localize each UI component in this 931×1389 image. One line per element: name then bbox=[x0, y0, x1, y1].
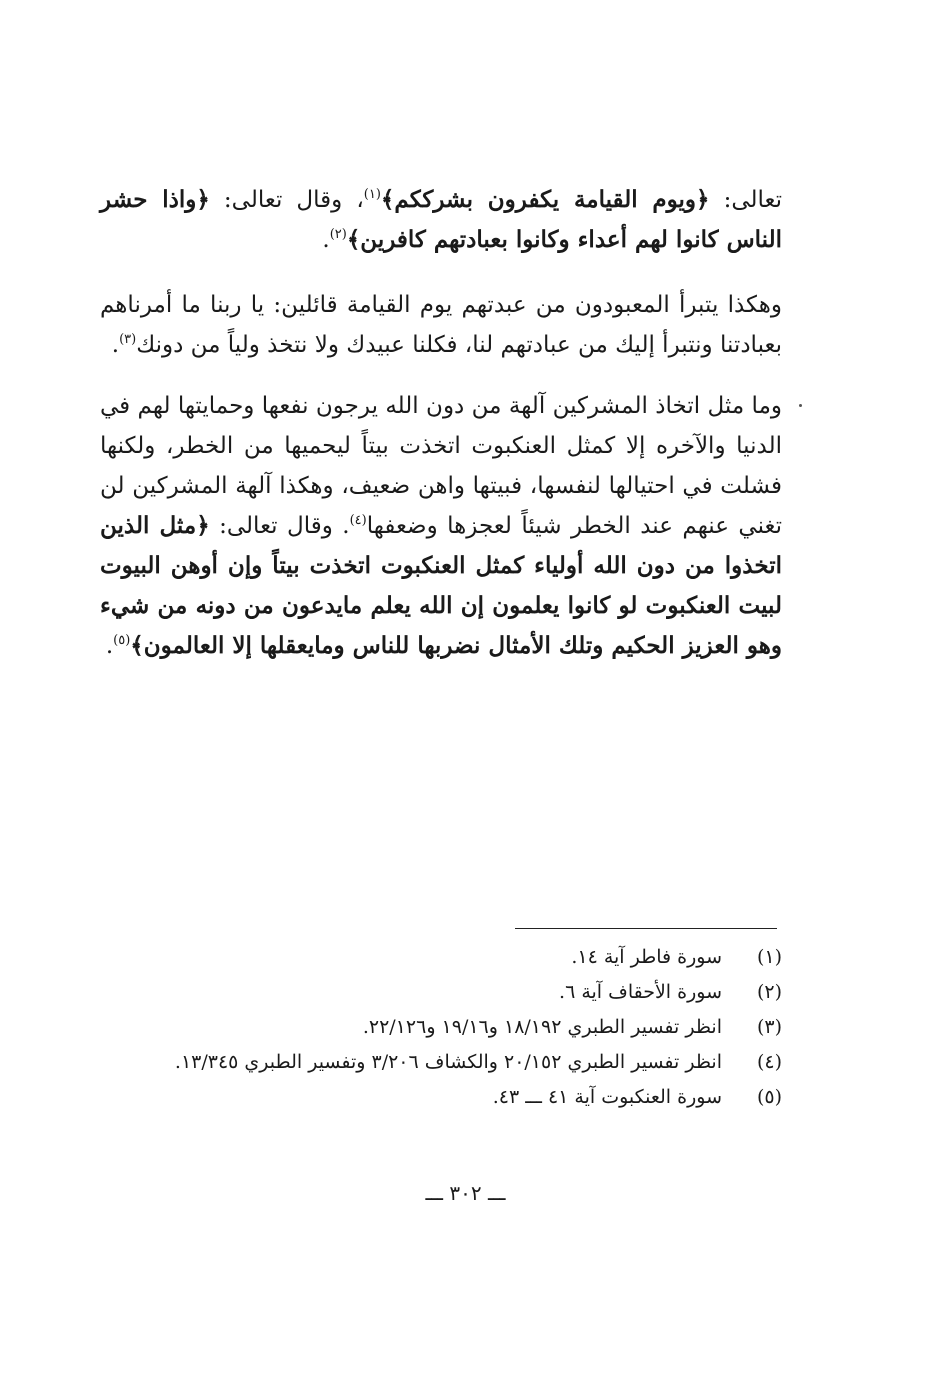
paragraph-3-connector: . وقال تعالى: bbox=[209, 513, 350, 539]
quran-quote-1: ﴿ويوم القيامة يكفرون بشرككم﴾ bbox=[380, 186, 710, 213]
footnote-ref-4[interactable]: (٤) bbox=[349, 513, 367, 528]
paragraph-1-lead: تعالى: bbox=[709, 187, 783, 213]
footnote-divider bbox=[515, 928, 777, 929]
footnote-number: (١) bbox=[756, 946, 782, 968]
page-number: ـــ ٣٠٢ ـــ bbox=[425, 1181, 506, 1205]
footnote-item bbox=[110, 1045, 782, 1080]
footnote-number: (٥) bbox=[756, 1086, 782, 1108]
footnote-ref-2[interactable]: (٢) bbox=[329, 227, 347, 242]
footnotes-list bbox=[110, 940, 782, 1115]
paragraph-3-text: وما مثل اتخاذ المشركين آلهة من دون الله يرجون نفعها وحمايتها لهم في الدنيا والآخره إلا كمثل العنكبوت اتخذت بيتاً ليحميها من الخطر، ولكنها فشلت في احتيالها لنفسها، فبيتها واهن ضعيف، وهكذا آلهة المشركين لن تغني عنهم عند الخطر شيئاً لعجزها وضعفها bbox=[100, 393, 783, 539]
footnote-number: (٤) bbox=[756, 1051, 782, 1073]
paragraph-2-end: . bbox=[111, 332, 120, 358]
footnote-number: (٣) bbox=[756, 1016, 782, 1038]
footnote-ref-3[interactable]: (٣) bbox=[119, 332, 137, 347]
paragraph-1-end: . bbox=[322, 227, 330, 253]
footnote-number: (٢) bbox=[756, 981, 782, 1003]
footnote-text: انظر تفسير الطبري ١٨/١٩٢ و١٩/١٦ و٢٢/١٢٦. bbox=[362, 1016, 722, 1038]
footnote-item bbox=[110, 975, 782, 1010]
footnote-text: سورة العنكبوت آية ٤١ ـــ ٤٣. bbox=[492, 1086, 722, 1108]
paragraph-2-text: وهكذا يتبرأ المعبودون من عبدتهم يوم القيامة قائلين: يا ربنا ما أمرناهم بعبادتنا ونتبرأ إليك من عبادتهم لنا، فكلنا عبيدك ولا نتخذ ولياً من دونك bbox=[100, 292, 782, 358]
footnote-ref-1[interactable]: (١) bbox=[363, 187, 381, 202]
quran-quote-3: ﴿مثل الذين اتخذوا من دون الله أولياء كمثل العنكبوت اتخذت بيتاً وإن أوهن البيوت لبيت العنكبوت لو كانوا يعلمون إن الله يعلم مايدعون من دونه من شيء وهو العزيز الحكيم وتلك الأمثال نضربها للناس ومايعقلها إلا العالمون﴾ bbox=[100, 512, 782, 659]
quran-quote-2: ﴿واذا حشر الناس كانوا لهم أعداء وكانوا بعبادتهم كافرين﴾ bbox=[100, 186, 782, 253]
footnote-item bbox=[110, 1010, 782, 1045]
paragraph-3-end: . bbox=[105, 633, 114, 659]
scan-speck bbox=[799, 404, 802, 407]
footnote-item bbox=[110, 1080, 782, 1115]
footnote-text: سورة الأحقاف آية ٦. bbox=[559, 981, 722, 1003]
paragraph-1-connector: ، وقال تعالى: bbox=[209, 187, 364, 213]
footnote-item bbox=[110, 940, 782, 975]
paragraph-3 bbox=[100, 386, 782, 666]
paragraph-1 bbox=[100, 180, 782, 260]
paragraph-2 bbox=[100, 285, 782, 365]
footnote-ref-5[interactable]: (٥) bbox=[113, 633, 131, 648]
footnote-text: انظر تفسير الطبري ٢٠/١٥٢ والكشاف ٣/٢٠٦ وتفسير الطبري ١٣/٣٤٥. bbox=[174, 1051, 722, 1073]
footnote-text: سورة فاطر آية ١٤. bbox=[571, 946, 722, 968]
